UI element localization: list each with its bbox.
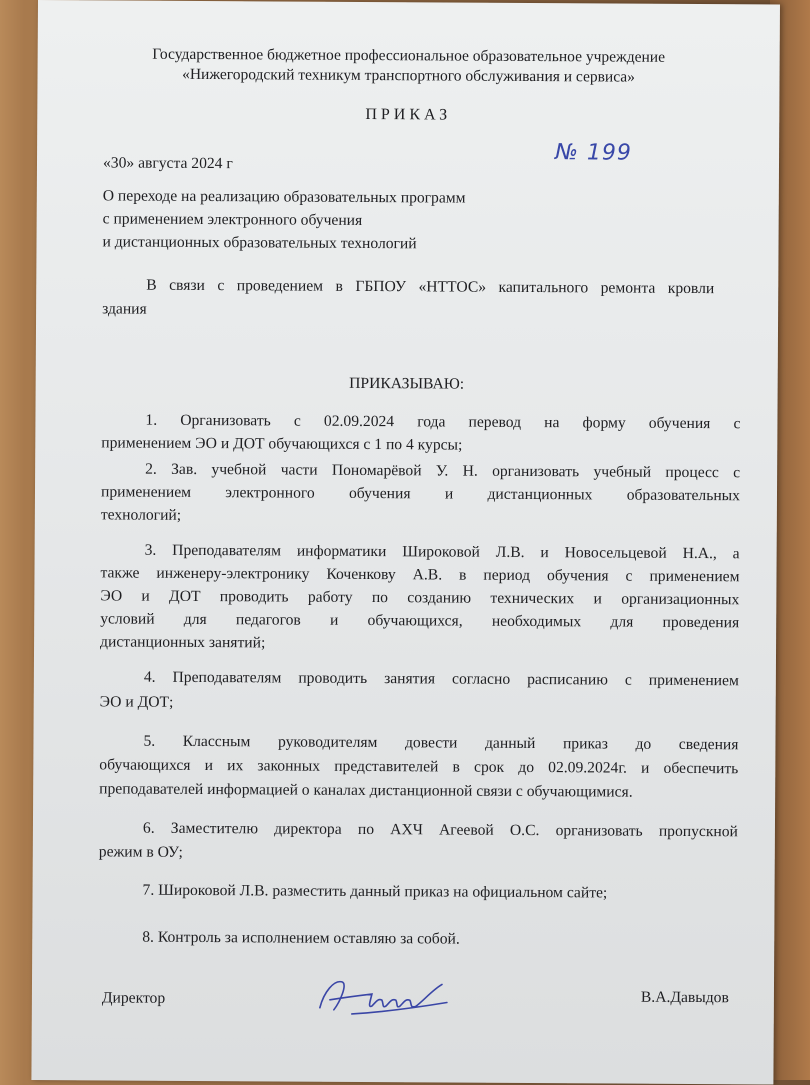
item-3-line-1: 3. Преподавателям информатики Широковой Л.В. и Новосельцевой Н.А., а bbox=[144, 541, 740, 563]
subject-line-1: О переходе на реализацию образовательных программ bbox=[102, 187, 466, 207]
document-title: ПРИКАЗ bbox=[365, 106, 452, 124]
item-7-line-1: 7. Широковой Л.В. разместить данный приказ на официальном сайте; bbox=[142, 881, 608, 902]
document-page bbox=[31, 0, 780, 1085]
item-5-line-1: 5. Классным руководителям довести данный приказ до сведения bbox=[143, 732, 739, 754]
subject-line-3: и дистанционных образовательных технологий bbox=[102, 233, 417, 253]
preamble-line-1: В связи с проведением в ГБПОУ «НТТОС» капитального ремонта кровли bbox=[146, 276, 715, 298]
item-8-line-1: 8. Контроль за исполнением оставляю за собой. bbox=[142, 928, 460, 948]
signature-name: В.А.Давыдов bbox=[640, 988, 729, 1007]
item-2-line-2: применением электронного обучения и дистанционных образовательных bbox=[100, 483, 741, 505]
handwritten-signature bbox=[312, 972, 462, 1023]
document-date: «30» августа 2024 г bbox=[102, 154, 233, 173]
item-3-line-5: дистанционных занятий; bbox=[100, 633, 266, 652]
signature-position: Директор bbox=[101, 989, 166, 1007]
item-5-line-2: обучающихся и их законных представителей в срок до 02.09.2024г. и обеспечить bbox=[99, 756, 739, 778]
item-1-line-2: применением ЭО и ДОТ обучающихся с 1 по 4 курсы; bbox=[101, 434, 463, 454]
org-name-line-2: «Нижегородский техникум транспортного обслуживания и сервиса» bbox=[182, 65, 636, 86]
subject-line-2: с применением электронного обучения bbox=[102, 210, 363, 229]
item-5-line-3: преподавателей информацией о каналах дистанционной связи с обучающимися. bbox=[99, 780, 633, 801]
org-name-line-1: Государственное бюджетное профессиональное образовательное учреждение bbox=[152, 45, 666, 66]
item-6-line-2: режим в ОУ; bbox=[98, 843, 183, 861]
item-2-line-1: 2. Зав. учебной части Пономарёвой У. Н. организовать учебный процесс с bbox=[145, 460, 741, 482]
handwritten-number: № 199 bbox=[555, 140, 633, 166]
item-6-line-1: 6. Заместителю директора по АХЧ Агеевой О.С. организовать пропускной bbox=[142, 819, 738, 841]
item-3-line-2: также инженеру-электронику Коченкову А.В. в период обучения с применением bbox=[100, 564, 740, 586]
item-1-line-1: 1. Организовать с 02.09.2024 года перевод на форму обучения с bbox=[145, 411, 741, 433]
item-4-line-1: 4. Преподавателям проводить занятия согласно расписанию с применением bbox=[143, 668, 739, 690]
item-2-line-3: технологий; bbox=[100, 506, 182, 524]
item-3-line-4: условий для педагогов и обучающихся, необходимых для проведения bbox=[100, 610, 740, 632]
order-word: ПРИКАЗЫВАЮ: bbox=[349, 374, 465, 393]
item-3-line-3: ЭО и ДОТ проводить работу по созданию технических и организационных bbox=[100, 587, 740, 609]
preamble-line-2: здания bbox=[102, 300, 147, 318]
item-4-line-2: ЭО и ДОТ; bbox=[99, 693, 174, 711]
